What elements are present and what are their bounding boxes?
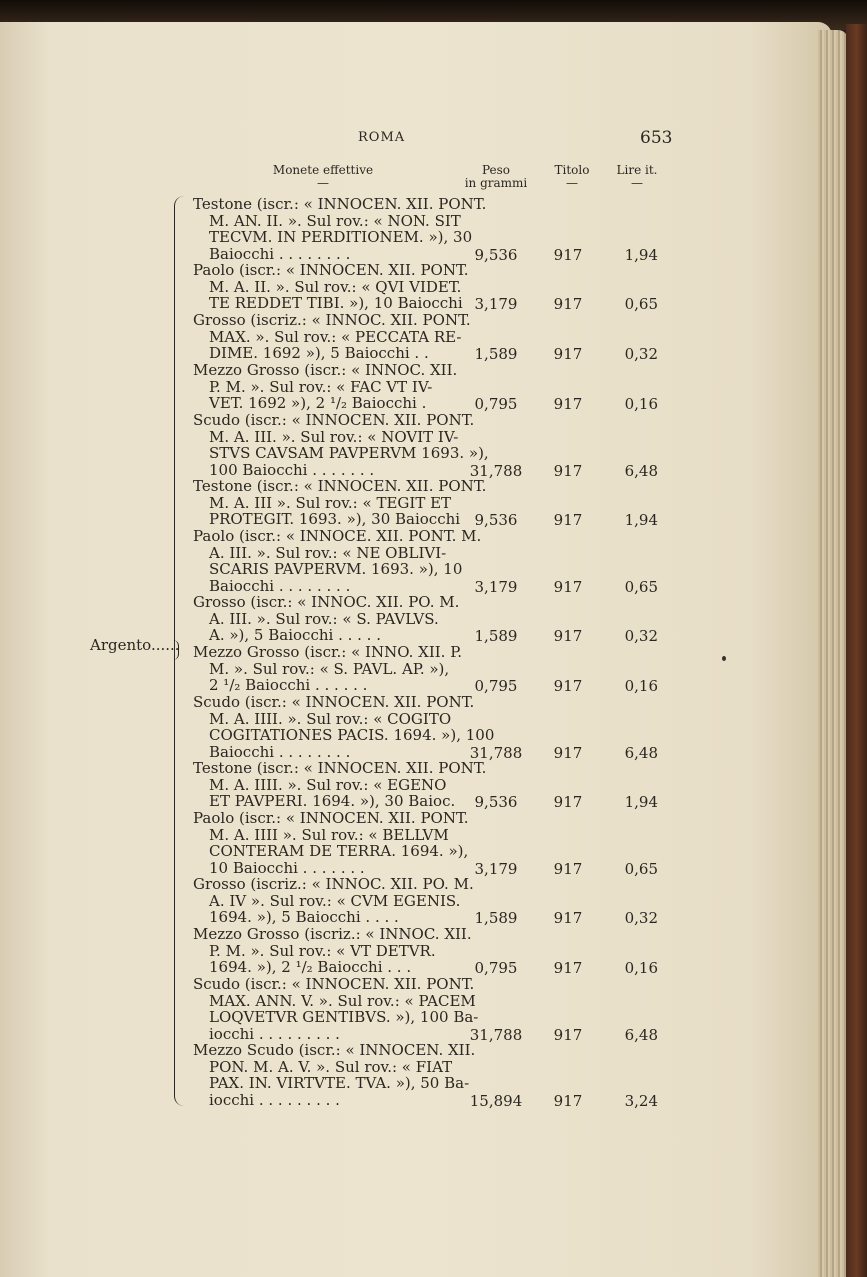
description-line: TECVM. IN PERDITIONEM. »), 30 xyxy=(209,228,473,246)
peso-value: 1,589 xyxy=(474,627,518,645)
column-label-peso-unit: in grammi xyxy=(464,176,528,190)
titolo-value: 917 xyxy=(553,577,583,596)
lire-value: 0,16 xyxy=(624,677,658,695)
lire-value: 1,94 xyxy=(624,511,658,529)
description-line: 2 ¹/₂ Baiocchi . . . . . . xyxy=(209,676,368,694)
description-line: STVS CAVSAM PAVPERVM 1693. »), xyxy=(209,444,489,462)
peso-value: 9,536 xyxy=(474,511,518,529)
description-line: iocchi . . . . . . . . . xyxy=(209,1090,340,1109)
column-label-monete: Monete effettive xyxy=(272,163,374,177)
description-line: Grosso (iscriz.: « INNOC. XII. PONT. xyxy=(193,311,471,329)
titolo-value: 917 xyxy=(553,295,583,313)
coin-description xyxy=(193,1041,476,1109)
titolo-value: 917 xyxy=(553,1025,583,1044)
titolo-value: 917 xyxy=(553,1091,583,1110)
description-line: SCARIS PAVPERVM. 1693. »), 10 xyxy=(209,560,463,578)
peso-value: 1,589 xyxy=(474,345,518,363)
coin-description xyxy=(193,527,482,595)
coin-description xyxy=(193,693,495,761)
titolo-value: 917 xyxy=(553,743,583,762)
coin-description xyxy=(193,411,489,479)
peso-value: 3,179 xyxy=(474,859,518,878)
lire-value: 0,32 xyxy=(624,345,658,363)
description-line: M. A. III ». Sul rov.: « TEGIT ET xyxy=(209,493,452,512)
peso-value: 0,795 xyxy=(474,959,518,977)
description-line: 10 Baiocchi . . . . . . . xyxy=(209,858,365,877)
lire-value: 0,65 xyxy=(624,295,658,313)
coin-description xyxy=(193,261,469,312)
column-header-titolo xyxy=(548,164,596,190)
description-line: VET. 1692 »), 2 ¹/₂ Baiocchi . xyxy=(209,394,427,412)
titolo-value: 917 xyxy=(553,461,583,480)
description-line: LOQVETVR GENTIBVS. »), 100 Ba- xyxy=(209,1008,479,1026)
description-line: M. ». Sul rov.: « S. PAVL. AP. »), xyxy=(209,659,450,678)
page-number: 653 xyxy=(640,128,673,148)
peso-value: 0,795 xyxy=(474,395,518,413)
lire-value: 0,16 xyxy=(624,395,658,413)
lire-value: 0,32 xyxy=(624,909,658,927)
coin-description xyxy=(193,195,487,263)
description-line: A. III. ». Sul rov.: « NE OBLIVI- xyxy=(209,543,447,562)
titolo-value: 917 xyxy=(553,793,583,811)
description-line: 1694. »), 2 ¹/₂ Baiocchi . . . xyxy=(209,958,412,976)
peso-value: 1,589 xyxy=(474,909,518,927)
peso-value: 3,179 xyxy=(474,577,518,596)
description-line: M. AN. II. ». Sul rov.: « NON. SIT xyxy=(209,211,461,230)
description-line: Testone (iscr.: « INNOCEN. XII. PONT. xyxy=(193,477,487,495)
coin-description xyxy=(193,759,487,810)
description-line: Baiocchi . . . . . . . . xyxy=(209,576,351,595)
metal-label: Argento...... xyxy=(90,636,180,654)
coin-description xyxy=(193,925,472,976)
lire-value: 0,32 xyxy=(624,627,658,645)
description-line: PAX. IN. VIRTVTE. TVA. »), 50 Ba- xyxy=(209,1074,470,1092)
peso-value: 0,795 xyxy=(474,677,518,695)
description-line: M. A. IIII ». Sul rov.: « BELLVM xyxy=(209,825,449,844)
description-line: Baiocchi . . . . . . . . xyxy=(209,742,351,761)
titolo-value: 917 xyxy=(553,345,583,363)
column-label-titolo: Titolo xyxy=(554,163,590,177)
lire-value: 6,48 xyxy=(624,743,658,762)
titolo-value: 917 xyxy=(553,395,583,413)
column-header-lire xyxy=(610,164,664,190)
lire-value: 1,94 xyxy=(624,793,658,811)
page-header xyxy=(0,128,832,148)
description-line: iocchi . . . . . . . . . xyxy=(209,1024,340,1043)
peso-value: 31,788 xyxy=(469,743,523,762)
coin-description xyxy=(193,875,474,926)
description-line: ET PAVPERI. 1694. »), 30 Baioc. xyxy=(209,792,456,810)
ink-speck xyxy=(722,656,726,661)
titolo-value: 917 xyxy=(553,859,583,878)
description-line: PON. M. A. V. ». Sul rov.: « FIAT xyxy=(209,1057,453,1076)
peso-value: 31,788 xyxy=(469,461,523,480)
description-line: M. A. III. ». Sul rov.: « NOVIT IV- xyxy=(209,427,459,446)
description-line: A. IV ». Sul rov.: « CVM EGENIS. xyxy=(209,891,461,910)
lire-value: 0,65 xyxy=(624,859,658,878)
coin-description xyxy=(193,975,479,1043)
column-label-peso: Peso xyxy=(481,163,511,177)
titolo-value: 917 xyxy=(553,909,583,927)
peso-value: 15,894 xyxy=(469,1091,523,1110)
lire-value: 6,48 xyxy=(624,461,658,480)
description-line: 100 Baiocchi . . . . . . . xyxy=(209,460,375,479)
titolo-value: 917 xyxy=(553,511,583,529)
description-line: Paolo (iscr.: « INNOCE. XII. PONT. M. xyxy=(193,527,482,545)
column-header-monete xyxy=(258,164,388,190)
description-line: P. M. ». Sul rov.: « VT DETVR. xyxy=(209,941,436,960)
description-line: Mezzo Grosso (iscriz.: « INNOC. XII. xyxy=(193,925,472,943)
description-line: M. A. IIII. ». Sul rov.: « COGITO xyxy=(209,709,452,728)
column-dash: — xyxy=(631,176,643,190)
description-line: CONTERAM DE TERRA. 1694. »), xyxy=(209,842,469,860)
column-label-lire: Lire it. xyxy=(616,163,658,177)
description-line: MAX. ANN. V. ». Sul rov.: « PACEM xyxy=(209,991,476,1010)
description-line: P. M. ». Sul rov.: « FAC VT IV- xyxy=(209,377,433,396)
description-line: M. A. II. ». Sul rov.: « QVI VIDET. xyxy=(209,277,462,296)
coin-description xyxy=(193,643,463,694)
running-title: ROMA xyxy=(358,130,406,145)
lire-value: 0,16 xyxy=(624,959,658,977)
titolo-value: 917 xyxy=(553,959,583,977)
description-line: Testone (iscr.: « INNOCEN. XII. PONT. xyxy=(193,759,487,777)
description-line: Paolo (iscr.: « INNOCEN. XII. PONT. xyxy=(193,261,469,279)
description-line: PROTEGIT. 1693. »), 30 Baiocchi xyxy=(209,510,461,528)
description-line: DIME. 1692 »), 5 Baiocchi . . xyxy=(209,344,429,362)
description-line: Scudo (iscr.: « INNOCEN. XII. PONT. xyxy=(193,693,475,711)
peso-value: 9,536 xyxy=(474,245,518,264)
peso-value: 3,179 xyxy=(474,295,518,313)
description-line: TE REDDET TIBI. »), 10 Baiocchi xyxy=(209,294,463,312)
coin-description xyxy=(193,311,471,362)
lire-value: 3,24 xyxy=(624,1091,658,1110)
titolo-value: 917 xyxy=(553,627,583,645)
description-line: Mezzo Grosso (iscr.: « INNO. XII. P. xyxy=(193,643,463,661)
lire-value: 1,94 xyxy=(624,245,658,264)
description-line: COGITATIONES PACIS. 1694. »), 100 xyxy=(209,726,495,744)
column-dash: — xyxy=(566,176,578,190)
description-line: A. »), 5 Baiocchi . . . . . xyxy=(209,626,381,644)
peso-value: 9,536 xyxy=(474,793,518,811)
column-header-peso xyxy=(458,164,534,190)
description-line: Scudo (iscr.: « INNOCEN. XII. PONT. xyxy=(193,975,475,993)
description-line: A. III. ». Sul rov.: « S. PAVLVS. xyxy=(209,609,439,628)
description-line: MAX. ». Sul rov.: « PECCATA RE- xyxy=(209,327,462,346)
grouping-brace-tip xyxy=(170,640,179,660)
column-dash: — xyxy=(317,176,329,190)
page-edges xyxy=(818,30,848,1277)
description-line: 1694. »), 5 Baiocchi . . . . xyxy=(209,908,399,926)
coin-description xyxy=(193,361,458,412)
description-line: Grosso (iscriz.: « INNOC. XII. PO. M. xyxy=(193,875,474,893)
description-line: Paolo (iscr.: « INNOCEN. XII. PONT. xyxy=(193,809,469,827)
book-cover xyxy=(846,24,867,1277)
titolo-value: 917 xyxy=(553,245,583,264)
description-line: M. A. IIII. ». Sul rov.: « EGENO xyxy=(209,775,447,794)
coin-description xyxy=(193,593,460,644)
coin-description xyxy=(193,477,487,528)
lire-value: 6,48 xyxy=(624,1025,658,1044)
description-line: Scudo (iscr.: « INNOCEN. XII. PONT. xyxy=(193,411,475,429)
description-line: Grosso (iscr.: « INNOC. XII. PO. M. xyxy=(193,593,460,611)
titolo-value: 917 xyxy=(553,677,583,695)
coin-description xyxy=(193,809,469,877)
lire-value: 0,65 xyxy=(624,577,658,596)
description-line: Testone (iscr.: « INNOCEN. XII. PONT. xyxy=(193,195,487,213)
peso-value: 31,788 xyxy=(469,1025,523,1044)
description-line: Baiocchi . . . . . . . . xyxy=(209,244,351,263)
description-line: Mezzo Scudo (iscr.: « INNOCEN. XII. xyxy=(193,1041,476,1059)
description-line: Mezzo Grosso (iscr.: « INNOC. XII. xyxy=(193,361,458,379)
